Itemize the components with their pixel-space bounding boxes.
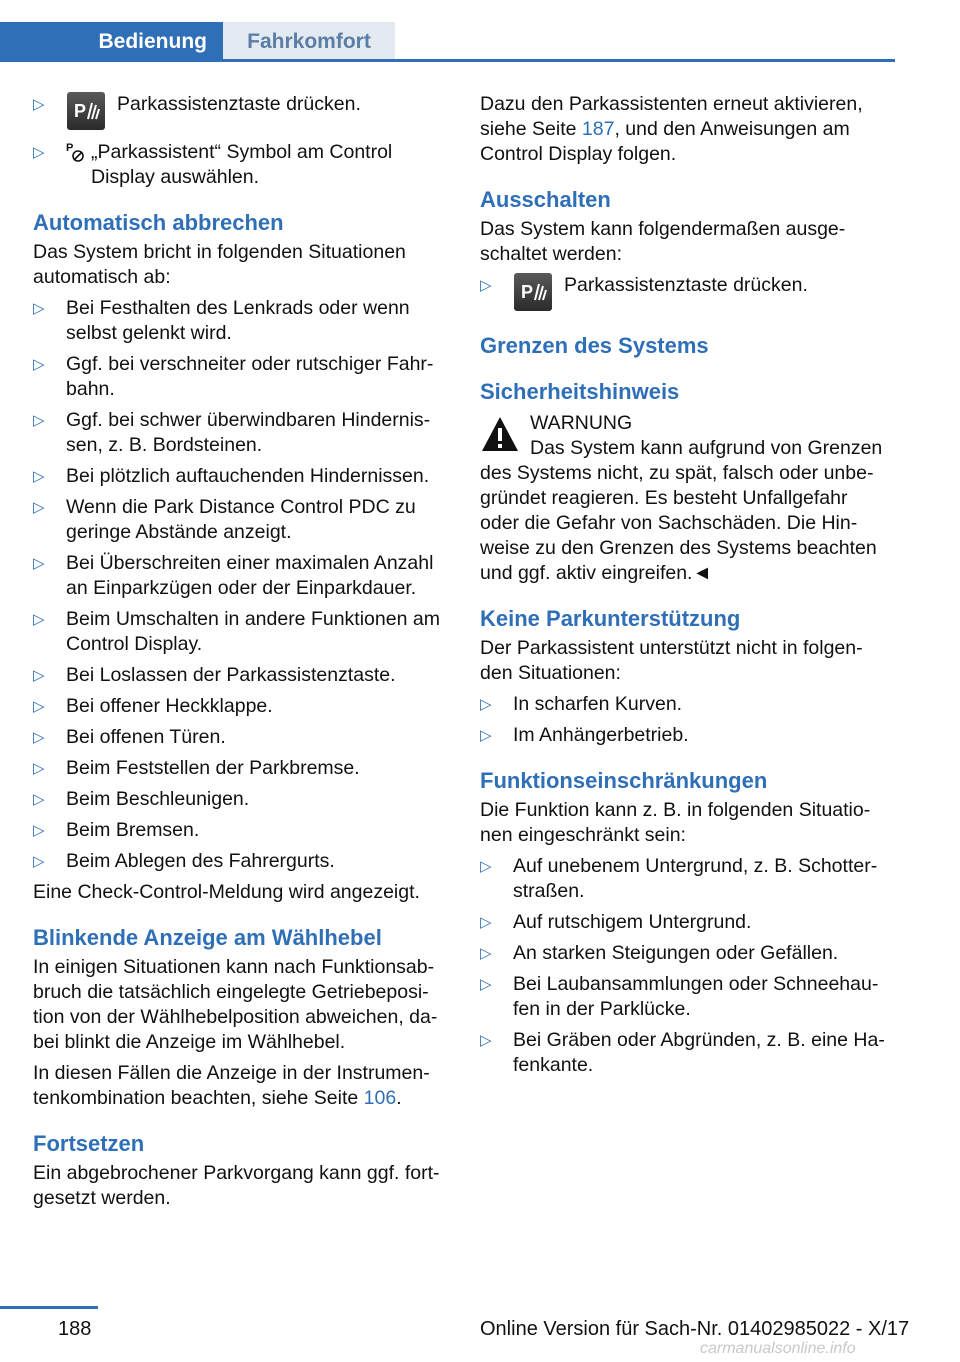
no-support-list [480, 692, 890, 748]
list-item [33, 607, 448, 657]
list-item-text: Bei Überschreiten einer maximalen Anzahl an Einparkzügen oder der Einparkdauer. [66, 552, 434, 599]
paragraph [33, 1061, 448, 1111]
bullet-triangle-icon: ▷ [33, 96, 45, 113]
paragraph: Die Funktion kann z. B. in folgenden Situatio-nen eingeschränkt sein: [480, 799, 871, 846]
park-assistant-symbol-icon [66, 140, 86, 164]
list-item-text: Auf unebenem Untergrund, z. B. Schotter-straßen. [513, 855, 878, 902]
right-column [480, 92, 890, 1084]
paragraph: Eine Check-Control-Meldung wird angezeigt. [33, 881, 420, 903]
warning-text: Das System kann aufgrund von Grenzen des Systems nicht, zu spät, falsch oder unbe-gründet reagieren. Es besteht Unfallgefahr oder die Gefahr von Sachschäden. Die Hin-weise zu den Grenzen des Systems beachten und ggf. aktiv eingreifen.◄ [480, 437, 883, 584]
list-item [33, 495, 448, 545]
section-heading-no-support: Keine Parkunterstützung [480, 606, 741, 631]
list-item [33, 551, 448, 601]
list-item [480, 273, 890, 315]
list-item-text: Beim Beschleunigen. [66, 788, 250, 810]
section-heading-limits: Grenzen des Systems [480, 333, 709, 358]
list-item-text: Auf rutschigem Untergrund. [513, 911, 752, 933]
list-item-text: In scharfen Kurven. [513, 693, 683, 715]
warning-triangle-icon [480, 415, 520, 453]
list-item [33, 756, 448, 781]
paragraph: In einigen Situationen kann nach Funktionsab-bruch die tatsächlich eingelegte Getriebeposi-tion von der Wählhebelposition abweichen, da-bei blinkt die Anzeige im Wählhebel. [33, 956, 438, 1053]
bullet-triangle-icon: ▷ [33, 791, 45, 808]
list-item [33, 818, 448, 843]
paragraph-end: . [396, 1087, 402, 1109]
bullet-triangle-icon: ▷ [33, 499, 45, 516]
bullet-triangle-icon: ▷ [480, 696, 492, 713]
park-assist-button-icon [514, 273, 552, 311]
list-item [33, 352, 448, 402]
list-item [33, 296, 448, 346]
list-item [33, 140, 448, 190]
tab-bedienung: Bedienung [0, 22, 223, 62]
bullet-triangle-icon: ▷ [33, 822, 45, 839]
bullet-triangle-icon: ▷ [480, 1032, 492, 1049]
warning-block [480, 411, 890, 586]
bullet-triangle-icon: ▷ [33, 698, 45, 715]
list-item-text: Bei offener Heckklappe. [66, 695, 273, 717]
list-item-text: Beim Umschalten in andere Funktionen am Control Display. [66, 608, 440, 655]
bullet-triangle-icon: ▷ [33, 729, 45, 746]
svg-text:P: P [74, 101, 87, 121]
warning-title: WARNUNG [530, 412, 633, 434]
list-item [480, 723, 890, 748]
list-item [33, 92, 448, 134]
paragraph-text: Dazu den Parkassistenten erneut aktivieren, siehe Seite [480, 93, 863, 140]
section-heading-blink: Blinkende Anzeige am Wählhebel [33, 925, 382, 950]
limitations-list [480, 854, 890, 1078]
chapter-tabbar [0, 22, 895, 62]
list-item-text: Beim Bremsen. [66, 819, 200, 841]
paragraph-text: In diesen Fällen die Anzeige in der Instrumen-tenkombination beachten, siehe Seite [33, 1062, 430, 1109]
list-item-text: Bei Gräben oder Abgründen, z. B. eine Ha-fenkante. [513, 1029, 885, 1076]
list-item-text: Bei Laubansammlungen oder Schneehau-fen in der Parklücke. [513, 973, 879, 1020]
section-heading-continue: Fortsetzen [33, 1131, 145, 1156]
list-item-text: An starken Steigungen oder Gefällen. [513, 942, 839, 964]
footer-rule [0, 1306, 98, 1309]
online-version-note: Online Version für Sach-Nr. 01402985022 - X/17 [480, 1318, 910, 1340]
park-assist-button-icon [67, 92, 105, 130]
bullet-triangle-icon: ▷ [480, 858, 492, 875]
bullet-triangle-icon: ▷ [33, 760, 45, 777]
list-item [480, 1028, 890, 1078]
list-item [480, 941, 890, 966]
list-item [33, 408, 448, 458]
bullet-triangle-icon: ▷ [480, 277, 492, 294]
left-column [33, 92, 448, 1217]
bullet-triangle-icon: ▷ [33, 144, 45, 161]
list-item [33, 663, 448, 688]
bullet-triangle-icon: ▷ [480, 945, 492, 962]
list-item [33, 787, 448, 812]
bullet-triangle-icon: ▷ [33, 356, 45, 373]
list-item-text: Bei plötzlich auftauchenden Hindernissen. [66, 465, 430, 487]
list-item-text: Im Anhängerbetrieb. [513, 724, 689, 746]
step-text: Parkassistenztaste drücken. [117, 93, 361, 115]
svg-text:P: P [66, 142, 74, 154]
step-text: „Parkassistent“ Symbol am Control Display auswählen. [91, 141, 393, 188]
paragraph: Ein abgebrochener Parkvorgang kann ggf. fort-gesetzt werden. [33, 1162, 440, 1209]
bullet-triangle-icon: ▷ [480, 727, 492, 744]
list-item-text: Beim Feststellen der Parkbremse. [66, 757, 360, 779]
section-heading-off: Ausschalten [480, 187, 611, 212]
list-item [33, 849, 448, 874]
bullet-triangle-icon: ▷ [480, 914, 492, 931]
list-item-text: Wenn die Park Distance Control PDC zu geringe Abstände anzeigt. [66, 496, 416, 543]
list-item [480, 910, 890, 935]
list-item-text: Ggf. bei schwer überwindbaren Hindernis-sen, z. B. Bordsteinen. [66, 409, 431, 456]
list-item [33, 694, 448, 719]
bullet-triangle-icon: ▷ [33, 555, 45, 572]
list-item-text: Bei Loslassen der Parkassistenztaste. [66, 664, 396, 686]
paragraph [480, 92, 890, 167]
paragraph: Das System kann folgendermaßen ausge-schaltet werden: [480, 218, 846, 265]
svg-text:P: P [521, 282, 534, 302]
auto-abort-list [33, 296, 448, 874]
header-rule [0, 59, 895, 62]
list-item [33, 725, 448, 750]
bullet-triangle-icon: ▷ [33, 667, 45, 684]
list-item [480, 692, 890, 717]
list-item-text: Ggf. bei verschneiter oder rutschiger Fahr-bahn. [66, 353, 434, 400]
tab-fahrkomfort: Fahrkomfort [223, 22, 395, 62]
watermark: carmanualsonline.info [700, 1340, 856, 1357]
list-item-text: Bei offenen Türen. [66, 726, 226, 748]
section-heading-auto-abort: Automatisch abbrechen [33, 210, 284, 235]
page-number: 188 [58, 1318, 92, 1340]
list-item-text: Bei Festhalten des Lenkrads oder wenn selbst gelenkt wird. [66, 297, 410, 344]
list-item-text: Beim Ablegen des Fahrergurts. [66, 850, 335, 872]
list-item [33, 464, 448, 489]
section-heading-limitations: Funktionseinschränkungen [480, 768, 768, 793]
bullet-triangle-icon: ▷ [33, 853, 45, 870]
bullet-triangle-icon: ▷ [33, 412, 45, 429]
paragraph: Das System bricht in folgenden Situationen automatisch ab: [33, 241, 406, 288]
page-link-187[interactable]: 187 [581, 118, 615, 140]
bullet-triangle-icon: ▷ [33, 468, 45, 485]
page-link-106[interactable]: 106 [363, 1087, 397, 1109]
section-heading-safety: Sicherheitshinweis [480, 379, 680, 404]
step-text: Parkassistenztaste drücken. [564, 274, 808, 296]
paragraph-text: , und den Anweisungen am Control Display folgen. [480, 118, 850, 165]
list-item [480, 854, 890, 904]
bullet-triangle-icon: ▷ [33, 611, 45, 628]
bullet-triangle-icon: ▷ [480, 976, 492, 993]
paragraph: Der Parkassistent unterstützt nicht in folgen-den Situationen: [480, 637, 863, 684]
list-item [480, 972, 890, 1022]
bullet-triangle-icon: ▷ [33, 300, 45, 317]
